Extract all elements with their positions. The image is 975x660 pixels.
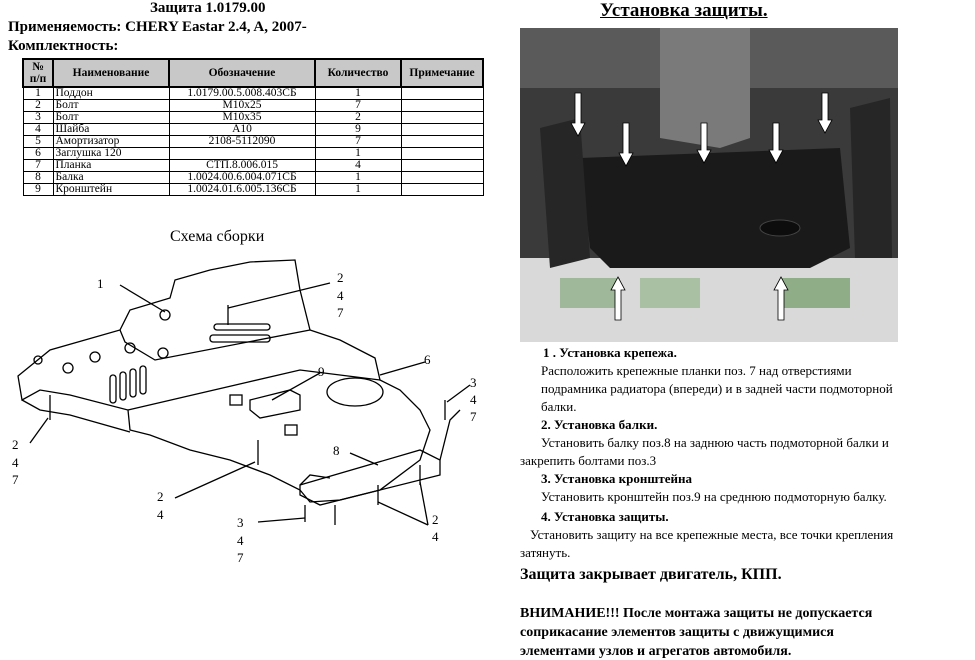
col-note: Примечание <box>401 59 483 87</box>
label-4-right-b: 4 <box>432 529 439 544</box>
cell-n: 9 <box>23 184 53 196</box>
cell-n: 3 <box>23 112 53 124</box>
label-4-mid: 4 <box>157 507 164 522</box>
table-row <box>23 184 483 196</box>
installation-photo <box>520 28 898 342</box>
label-6: 6 <box>424 352 431 367</box>
cell-qty: 9 <box>315 124 401 136</box>
parts-table <box>22 58 484 196</box>
applicability: Применяемость: CHERY Eastar 2.4, A, 2007- <box>8 19 307 35</box>
cell-qty: 1 <box>315 172 401 184</box>
label-9: 9 <box>318 364 325 379</box>
cell-name: Поддон <box>53 87 169 100</box>
table-row <box>23 136 483 148</box>
step-3-head: 3. Установка кронштейна <box>541 471 693 486</box>
col-name: Наименование <box>53 59 169 87</box>
step-4-line-1: Установить защиту на все крепежные места, все точки крепления <box>530 527 894 542</box>
cell-qty: 1 <box>315 87 401 100</box>
table-row <box>23 87 483 100</box>
cell-code: 2108-5112090 <box>169 136 315 148</box>
label-7-left: 7 <box>12 472 19 487</box>
cell-note <box>401 148 483 160</box>
cell-note <box>401 87 483 100</box>
step-2-line-2: закрепить болтами поз.3 <box>520 453 657 468</box>
col-code: Обозначение <box>169 59 315 87</box>
cell-note <box>401 172 483 184</box>
cell-note <box>401 112 483 124</box>
cell-name: Балка <box>53 172 169 184</box>
cell-qty: 4 <box>315 160 401 172</box>
label-8: 8 <box>333 443 340 458</box>
step-2-head: 2. Установка балки. <box>541 417 658 432</box>
cell-n: 8 <box>23 172 53 184</box>
cell-name: Кронштейн <box>53 184 169 196</box>
cell-qty: 7 <box>315 100 401 112</box>
step-4-line-2: затянуть. <box>520 545 571 560</box>
closes-note: Защита закрывает двигатель, КПП. <box>520 566 782 583</box>
cell-name: Болт <box>53 100 169 112</box>
cell-code: 1.0024.01.6.005.136СБ <box>169 184 315 196</box>
cell-code: M10x35 <box>169 112 315 124</box>
bracket <box>250 390 300 418</box>
cell-note <box>401 136 483 148</box>
beam <box>300 450 440 505</box>
cell-name: Шайба <box>53 124 169 136</box>
cell-n: 6 <box>23 148 53 160</box>
step-1-head: 1 . Установка крепежа. <box>543 345 677 360</box>
plug-hole <box>327 378 383 406</box>
label-4-right: 4 <box>470 392 477 407</box>
cell-note <box>401 100 483 112</box>
step-2-line-1: Установить балку поз.8 на заднюю часть подмоторной балки и <box>541 435 889 450</box>
cell-qty: 1 <box>315 184 401 196</box>
install-title: Установка защиты. <box>600 0 768 21</box>
label-2-right: 2 <box>432 512 439 527</box>
cell-code <box>169 148 315 160</box>
table-row <box>23 148 483 160</box>
table-row <box>23 112 483 124</box>
step-1-line-3: балки. <box>541 399 577 414</box>
cell-code: СТП.8.006.015 <box>169 160 315 172</box>
label-2-left: 2 <box>12 437 19 452</box>
step-1-line-2: подрамника радиатора (впереди) и в задней части подмоторной <box>541 381 893 396</box>
warning-line-3: элементами узлов и агрегатов автомобиля. <box>520 644 792 659</box>
cell-n: 4 <box>23 124 53 136</box>
cell-qty: 2 <box>315 112 401 124</box>
cell-note <box>401 184 483 196</box>
cell-n: 2 <box>23 100 53 112</box>
warning-line-2: соприкасание элементов защиты с движущимися <box>520 625 834 640</box>
cell-code: A10 <box>169 124 315 136</box>
table-header-row <box>23 59 483 87</box>
cell-code: M10x25 <box>169 100 315 112</box>
cell-note <box>401 160 483 172</box>
table-row <box>23 172 483 184</box>
step-4-head: 4. Установка защиты. <box>541 509 669 524</box>
label-3-bottom: 3 <box>237 515 244 530</box>
completeness: Комплектность: <box>8 38 119 54</box>
cell-qty: 1 <box>315 148 401 160</box>
step-1-line-1: Расположить крепежные планки поз. 7 над отверстиями <box>541 363 852 378</box>
cell-n: 5 <box>23 136 53 148</box>
cell-n: 1 <box>23 87 53 100</box>
label-7-top: 7 <box>337 305 344 320</box>
cell-code: 1.0024.00.6.004.071СБ <box>169 172 315 184</box>
label-3-right: 3 <box>470 375 477 390</box>
table-row <box>23 160 483 172</box>
cell-n: 7 <box>23 160 53 172</box>
cell-name: Амортизатор <box>53 136 169 148</box>
cell-code: 1.0179.00.5.008.403СБ <box>169 87 315 100</box>
doc-title: Защита 1.0179.00 <box>150 0 266 16</box>
cell-name: Заглушка 120 <box>53 148 169 160</box>
table-row <box>23 100 483 112</box>
label-4-bottom: 4 <box>237 533 244 548</box>
col-number: № п/п <box>23 59 53 87</box>
scheme-title: Схема сборки <box>170 228 265 245</box>
label-4-left: 4 <box>12 455 19 470</box>
cell-name: Болт <box>53 112 169 124</box>
step-3-line-1: Установить кронштейн поз.9 на среднюю подмоторную балку. <box>541 489 887 504</box>
col-qty: Количество <box>315 59 401 87</box>
plate-inner-edge <box>22 400 130 432</box>
label-7-bottom: 7 <box>237 550 244 565</box>
cell-name: Планка <box>53 160 169 172</box>
label-7-right: 7 <box>470 409 477 424</box>
label-2-top: 2 <box>337 270 344 285</box>
cell-qty: 7 <box>315 136 401 148</box>
table-row <box>23 124 483 136</box>
warning-line-1: ВНИМАНИЕ!!! После монтажа защиты не допускается <box>520 606 873 621</box>
label-4-top: 4 <box>337 288 344 303</box>
label-1: 1 <box>97 276 104 291</box>
label-2-mid: 2 <box>157 489 164 504</box>
cell-note <box>401 124 483 136</box>
